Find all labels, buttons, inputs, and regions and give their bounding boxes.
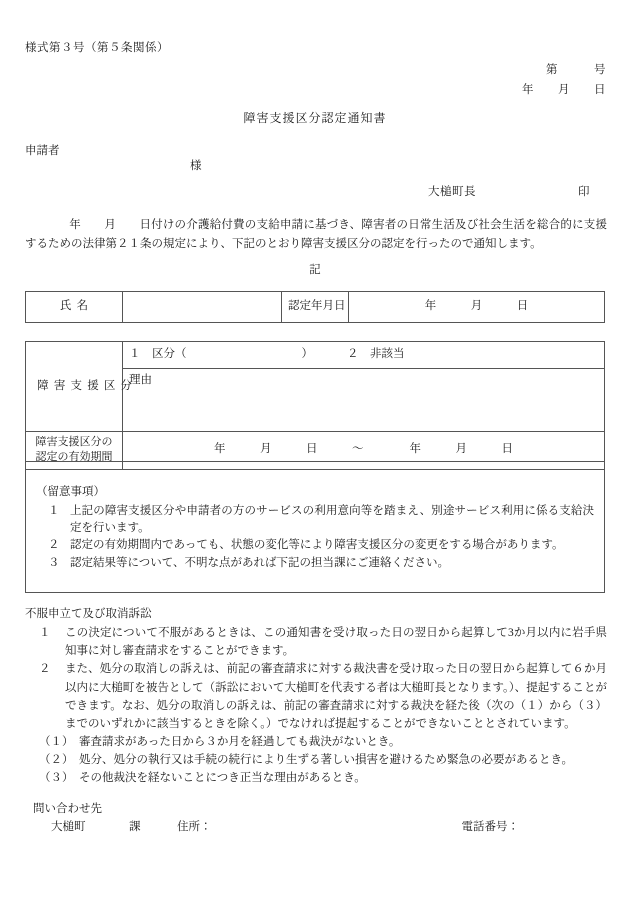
body-paragraph-text: 年 月 日付けの介護給付費の支給申請に基づき、障害者の日常生活及び社会生活を総合的に支援するための法律第２１条の規定により、下記のとおり障害支援区分の認定を行ったので通知します。 [25, 219, 607, 250]
appeal-text: また、処分の取消しの訴えは、前記の審査請求に対する裁決書を受け取った日の翌日から起算して６か月以内に大槌町を被告として（訴訟において大槌町を代表する者は大槌町長となります。）、提起することができます。なお、処分の取消しの訴えは、前記の審査請求に対する裁決を経た後（次の（１）から（３）までのいずれかに該当するときを除く。）でなければ提起することができないこととされています。 [65, 663, 607, 730]
contact-town: 大槌町 [51, 821, 86, 834]
period-label-line2: 認定の有効期間 [35, 451, 113, 464]
applicant-honorific: 様 [190, 160, 202, 172]
name-value-cell[interactable] [123, 292, 282, 323]
list-item [39, 624, 607, 660]
appeal-number: ２ [39, 663, 51, 676]
list-item [39, 769, 607, 787]
appeal-sub-number: （３） [39, 772, 74, 785]
contact-phone-label: 電話番号： [461, 821, 519, 834]
table-row [26, 342, 605, 369]
classification-label-cell: 障害支援区分 [26, 342, 123, 432]
name-table [25, 291, 605, 323]
list-item [48, 537, 594, 554]
reason-label: 理由 [129, 374, 152, 386]
list-item [39, 733, 607, 751]
appeal-sub-number: （１） [39, 736, 74, 749]
classification-option-2[interactable]: ２ 非該当 [347, 348, 405, 361]
name-label-cell: 氏名 [26, 292, 123, 323]
note-number: ２ [48, 539, 60, 552]
reason-cell[interactable] [123, 369, 605, 432]
issuer-name: 大槌町長 [428, 186, 476, 198]
contact-title: 問い合わせ先 [33, 803, 102, 815]
notes-box [25, 461, 605, 593]
contact-address-label: 住所： [177, 821, 212, 834]
list-item [48, 555, 594, 572]
note-number: １ [48, 504, 60, 517]
classification-table [25, 341, 605, 470]
appeal-text: この決定について不服があるときは、この通知書を受け取った日の翌日から起算して3か月以内に岩手県知事に対し審査請求をすることができます。 [65, 627, 607, 658]
note-number: ３ [48, 556, 60, 569]
classification-options-cell[interactable] [123, 342, 605, 369]
appeal-sub-text: その他裁決を経ないことにつき正当な理由があるとき。 [79, 772, 366, 785]
classification-option-1[interactable]: １ 区分（ ） [129, 348, 313, 361]
document-date: 年 月 日 [522, 84, 606, 96]
contact-department[interactable]: 課 [129, 821, 141, 834]
note-text: 認定結果等について、不明な点があれば下記の担当課にご連絡ください。 [70, 556, 450, 569]
appeal-sub-number: （２） [39, 754, 74, 767]
appeal-sub-text: 処分、処分の執行又は手続の続行により生ずる著しい損害を避けるため緊急の必要があるとき。 [79, 754, 574, 767]
applicant-label: 申請者 [25, 145, 60, 157]
table-row [26, 292, 605, 323]
document-number: 第 号 [546, 64, 606, 76]
ki-mark: 記 [309, 264, 321, 276]
appeal-section [25, 605, 607, 788]
body-paragraph [25, 216, 607, 254]
page-title: 障害支援区分認定通知書 [243, 111, 387, 125]
list-item [39, 751, 607, 769]
contact-section [33, 800, 519, 837]
note-text: 認定の有効期間内であっても、状態の変化等により障害支援区分の変更をする場合があります。 [70, 539, 564, 552]
notes-title: （留意事項） [36, 486, 105, 498]
appeal-sub-text: 審査請求があった日から３か月を経過しても裁決がないとき。 [79, 736, 401, 749]
certification-date-value-cell[interactable]: 年 月 日 [349, 292, 605, 323]
contact-row [51, 818, 519, 836]
seal-mark-icon: 印 [578, 186, 590, 198]
period-label-line1: 障害支援区分の [35, 436, 113, 448]
note-text: 上記の障害支援区分や申請者の方のサービスの利用意向等を踏まえ、別途サービス利用に係る支給決定を行います。 [70, 504, 594, 535]
appeal-title: 不服申立て及び取消訴訟 [25, 608, 152, 620]
form-number: 様式第３号（第５条関係） [25, 42, 169, 54]
list-item [39, 660, 607, 733]
certification-date-label-cell: 認定年月日 [282, 292, 349, 323]
list-item [48, 503, 594, 538]
appeal-number: １ [39, 627, 51, 640]
period-value-cell[interactable]: 年 月 日 〜 年 月 日 [123, 432, 605, 470]
